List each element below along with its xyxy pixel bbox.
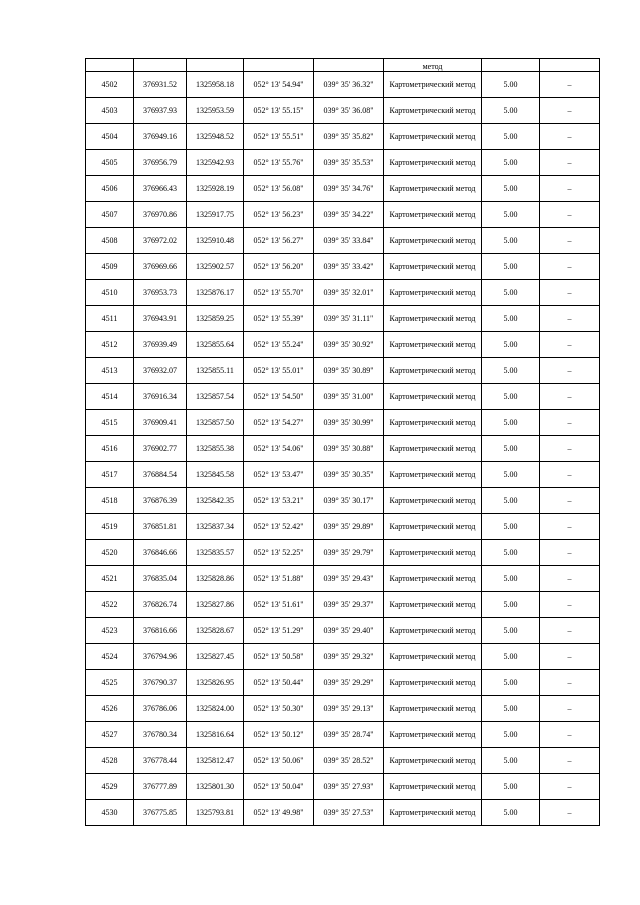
cell-latitude: 052° 13' 50.04" [244,774,314,800]
cell-latitude: 052° 13' 54.27" [244,410,314,436]
cell-longitude: 039° 35' 28.74" [314,722,384,748]
cell-y-coordinate: 1325827.86 [187,592,244,618]
cell-method-tail: метод [384,59,482,72]
table-row [86,332,600,358]
cell-note: – [540,176,600,202]
cell-x-coordinate: 376949.16 [134,124,187,150]
cell-note: – [540,774,600,800]
cell-y-coordinate: 1325876.17 [187,280,244,306]
cell-method: Картометрический метод [384,306,482,332]
cell-y-coordinate: 1325826.95 [187,670,244,696]
cell-x-coordinate: 376780.34 [134,722,187,748]
cell-accuracy: 5.00 [482,644,540,670]
cell-y-coordinate: 1325835.57 [187,540,244,566]
cell-y-coordinate: 1325845.58 [187,462,244,488]
cell-latitude: 052° 13' 50.30" [244,696,314,722]
cell-method: Картометрический метод [384,644,482,670]
cell-empty [187,59,244,72]
cell-method: Картометрический метод [384,150,482,176]
cell-y-coordinate: 1325855.11 [187,358,244,384]
cell-accuracy: 5.00 [482,748,540,774]
cell-x-coordinate: 376851.81 [134,514,187,540]
cell-note: – [540,800,600,826]
cell-accuracy: 5.00 [482,592,540,618]
table-row [86,488,600,514]
cell-method: Картометрический метод [384,488,482,514]
cell-note: – [540,124,600,150]
cell-y-coordinate: 1325948.52 [187,124,244,150]
cell-accuracy: 5.00 [482,618,540,644]
coordinates-table [85,58,600,826]
cell-note: – [540,358,600,384]
cell-point-number: 4527 [86,722,134,748]
table-row [86,436,600,462]
continuation-row [86,59,600,72]
cell-accuracy: 5.00 [482,306,540,332]
table-row [86,618,600,644]
cell-method: Картометрический метод [384,514,482,540]
table-row [86,202,600,228]
table-row [86,358,600,384]
cell-accuracy: 5.00 [482,722,540,748]
cell-point-number: 4507 [86,202,134,228]
cell-note: – [540,98,600,124]
cell-empty [314,59,384,72]
table-row [86,696,600,722]
cell-latitude: 052° 13' 55.15" [244,98,314,124]
cell-method: Картометрический метод [384,410,482,436]
cell-x-coordinate: 376884.54 [134,462,187,488]
cell-method: Картометрический метод [384,618,482,644]
cell-x-coordinate: 376794.96 [134,644,187,670]
cell-longitude: 039° 35' 29.43" [314,566,384,592]
cell-x-coordinate: 376939.49 [134,332,187,358]
cell-longitude: 039° 35' 29.37" [314,592,384,618]
cell-point-number: 4523 [86,618,134,644]
cell-point-number: 4516 [86,436,134,462]
cell-note: – [540,202,600,228]
cell-y-coordinate: 1325842.35 [187,488,244,514]
cell-latitude: 052° 13' 52.25" [244,540,314,566]
cell-accuracy: 5.00 [482,254,540,280]
cell-accuracy: 5.00 [482,800,540,826]
cell-method: Картометрический метод [384,774,482,800]
table-row [86,410,600,436]
cell-accuracy: 5.00 [482,358,540,384]
cell-note: – [540,488,600,514]
cell-point-number: 4528 [86,748,134,774]
cell-latitude: 052° 13' 49.98" [244,800,314,826]
cell-empty [86,59,134,72]
cell-y-coordinate: 1325953.59 [187,98,244,124]
cell-longitude: 039° 35' 27.93" [314,774,384,800]
cell-accuracy: 5.00 [482,124,540,150]
cell-y-coordinate: 1325824.00 [187,696,244,722]
table-row [86,228,600,254]
cell-accuracy: 5.00 [482,566,540,592]
cell-longitude: 039° 35' 29.13" [314,696,384,722]
cell-accuracy: 5.00 [482,280,540,306]
cell-method: Картометрический метод [384,748,482,774]
cell-x-coordinate: 376970.86 [134,202,187,228]
cell-x-coordinate: 376846.66 [134,540,187,566]
cell-point-number: 4502 [86,72,134,98]
cell-note: – [540,306,600,332]
cell-y-coordinate: 1325855.38 [187,436,244,462]
cell-method: Картометрический метод [384,332,482,358]
table-row [86,72,600,98]
cell-empty [482,59,540,72]
cell-y-coordinate: 1325828.86 [187,566,244,592]
cell-longitude: 039° 35' 29.79" [314,540,384,566]
cell-longitude: 039° 35' 35.53" [314,150,384,176]
cell-point-number: 4511 [86,306,134,332]
table-row [86,462,600,488]
cell-y-coordinate: 1325910.48 [187,228,244,254]
cell-accuracy: 5.00 [482,332,540,358]
cell-longitude: 039° 35' 34.76" [314,176,384,202]
cell-longitude: 039° 35' 31.00" [314,384,384,410]
table-row [86,306,600,332]
cell-x-coordinate: 376775.85 [134,800,187,826]
cell-y-coordinate: 1325812.47 [187,748,244,774]
cell-accuracy: 5.00 [482,670,540,696]
cell-longitude: 039° 35' 36.32" [314,72,384,98]
cell-note: – [540,722,600,748]
cell-accuracy: 5.00 [482,150,540,176]
cell-longitude: 039° 35' 29.40" [314,618,384,644]
cell-note: – [540,592,600,618]
cell-longitude: 039° 35' 28.52" [314,748,384,774]
cell-point-number: 4515 [86,410,134,436]
cell-latitude: 052° 13' 56.20" [244,254,314,280]
table-row [86,566,600,592]
cell-point-number: 4506 [86,176,134,202]
cell-method: Картометрический метод [384,384,482,410]
table-row [86,98,600,124]
cell-point-number: 4525 [86,670,134,696]
cell-y-coordinate: 1325827.45 [187,644,244,670]
cell-note: – [540,228,600,254]
cell-latitude: 052° 13' 55.70" [244,280,314,306]
cell-x-coordinate: 376777.89 [134,774,187,800]
cell-point-number: 4520 [86,540,134,566]
cell-method: Картометрический метод [384,358,482,384]
cell-x-coordinate: 376786.06 [134,696,187,722]
table-row [86,774,600,800]
cell-latitude: 052° 13' 55.51" [244,124,314,150]
cell-note: – [540,254,600,280]
cell-method: Картометрический метод [384,462,482,488]
cell-accuracy: 5.00 [482,98,540,124]
cell-y-coordinate: 1325828.67 [187,618,244,644]
cell-point-number: 4526 [86,696,134,722]
cell-latitude: 052° 13' 55.39" [244,306,314,332]
cell-method: Картометрический метод [384,228,482,254]
cell-point-number: 4519 [86,514,134,540]
cell-note: – [540,72,600,98]
cell-longitude: 039° 35' 33.84" [314,228,384,254]
cell-latitude: 052° 13' 51.88" [244,566,314,592]
cell-point-number: 4514 [86,384,134,410]
cell-note: – [540,696,600,722]
cell-x-coordinate: 376943.91 [134,306,187,332]
table-row [86,592,600,618]
cell-x-coordinate: 376778.44 [134,748,187,774]
cell-latitude: 052° 13' 55.24" [244,332,314,358]
cell-point-number: 4509 [86,254,134,280]
cell-longitude: 039° 35' 33.42" [314,254,384,280]
cell-x-coordinate: 376876.39 [134,488,187,514]
cell-latitude: 052° 13' 54.50" [244,384,314,410]
cell-method: Картометрический метод [384,254,482,280]
cell-x-coordinate: 376972.02 [134,228,187,254]
cell-latitude: 052° 13' 53.21" [244,488,314,514]
cell-x-coordinate: 376916.34 [134,384,187,410]
cell-x-coordinate: 376966.43 [134,176,187,202]
table-row [86,540,600,566]
cell-note: – [540,644,600,670]
cell-longitude: 039° 35' 30.89" [314,358,384,384]
cell-accuracy: 5.00 [482,436,540,462]
cell-latitude: 052° 13' 53.47" [244,462,314,488]
cell-method: Картометрический метод [384,72,482,98]
cell-longitude: 039° 35' 35.82" [314,124,384,150]
cell-x-coordinate: 376931.52 [134,72,187,98]
cell-point-number: 4517 [86,462,134,488]
cell-y-coordinate: 1325859.25 [187,306,244,332]
cell-x-coordinate: 376909.41 [134,410,187,436]
cell-accuracy: 5.00 [482,72,540,98]
table-row [86,176,600,202]
cell-point-number: 4513 [86,358,134,384]
cell-x-coordinate: 376956.79 [134,150,187,176]
cell-x-coordinate: 376953.73 [134,280,187,306]
cell-latitude: 052° 13' 56.23" [244,202,314,228]
cell-y-coordinate: 1325816.64 [187,722,244,748]
cell-empty [540,59,600,72]
cell-x-coordinate: 376816.66 [134,618,187,644]
cell-note: – [540,514,600,540]
cell-longitude: 039° 35' 32.01" [314,280,384,306]
cell-note: – [540,410,600,436]
cell-longitude: 039° 35' 29.29" [314,670,384,696]
table-row [86,384,600,410]
cell-longitude: 039° 35' 34.22" [314,202,384,228]
table-row [86,722,600,748]
cell-y-coordinate: 1325801.30 [187,774,244,800]
cell-y-coordinate: 1325855.64 [187,332,244,358]
cell-accuracy: 5.00 [482,410,540,436]
table-row [86,644,600,670]
cell-point-number: 4529 [86,774,134,800]
cell-point-number: 4508 [86,228,134,254]
cell-point-number: 4503 [86,98,134,124]
cell-empty [244,59,314,72]
cell-method: Картометрический метод [384,124,482,150]
cell-point-number: 4505 [86,150,134,176]
cell-method: Картометрический метод [384,722,482,748]
cell-method: Картометрический метод [384,566,482,592]
cell-note: – [540,384,600,410]
cell-note: – [540,462,600,488]
cell-method: Картометрический метод [384,670,482,696]
cell-x-coordinate: 376826.74 [134,592,187,618]
table-row [86,124,600,150]
table-row [86,254,600,280]
cell-accuracy: 5.00 [482,488,540,514]
cell-y-coordinate: 1325857.54 [187,384,244,410]
cell-longitude: 039° 35' 31.11" [314,306,384,332]
cell-accuracy: 5.00 [482,774,540,800]
cell-point-number: 4510 [86,280,134,306]
cell-latitude: 052° 13' 54.06" [244,436,314,462]
table-row [86,670,600,696]
cell-y-coordinate: 1325942.93 [187,150,244,176]
cell-note: – [540,436,600,462]
cell-point-number: 4530 [86,800,134,826]
cell-y-coordinate: 1325857.50 [187,410,244,436]
cell-method: Картометрический метод [384,280,482,306]
cell-latitude: 052° 13' 50.06" [244,748,314,774]
cell-accuracy: 5.00 [482,514,540,540]
cell-longitude: 039° 35' 30.92" [314,332,384,358]
cell-latitude: 052° 13' 51.29" [244,618,314,644]
cell-accuracy: 5.00 [482,384,540,410]
cell-x-coordinate: 376790.37 [134,670,187,696]
cell-note: – [540,748,600,774]
table-row [86,748,600,774]
cell-accuracy: 5.00 [482,176,540,202]
cell-y-coordinate: 1325917.75 [187,202,244,228]
cell-point-number: 4524 [86,644,134,670]
table-row [86,514,600,540]
cell-note: – [540,540,600,566]
cell-method: Картометрический метод [384,98,482,124]
cell-latitude: 052° 13' 50.58" [244,644,314,670]
cell-note: – [540,618,600,644]
cell-latitude: 052° 13' 56.08" [244,176,314,202]
cell-method: Картометрический метод [384,436,482,462]
cell-latitude: 052° 13' 55.01" [244,358,314,384]
cell-empty [134,59,187,72]
cell-method: Картометрический метод [384,800,482,826]
cell-note: – [540,566,600,592]
cell-longitude: 039° 35' 30.35" [314,462,384,488]
cell-method: Картометрический метод [384,202,482,228]
cell-longitude: 039° 35' 30.17" [314,488,384,514]
cell-method: Картометрический метод [384,696,482,722]
cell-method: Картометрический метод [384,592,482,618]
cell-latitude: 052° 13' 52.42" [244,514,314,540]
cell-accuracy: 5.00 [482,462,540,488]
cell-x-coordinate: 376902.77 [134,436,187,462]
cell-x-coordinate: 376969.66 [134,254,187,280]
cell-accuracy: 5.00 [482,202,540,228]
cell-y-coordinate: 1325793.81 [187,800,244,826]
cell-point-number: 4522 [86,592,134,618]
cell-x-coordinate: 376932.07 [134,358,187,384]
cell-latitude: 052° 13' 56.27" [244,228,314,254]
cell-method: Картометрический метод [384,176,482,202]
cell-y-coordinate: 1325837.34 [187,514,244,540]
cell-latitude: 052° 13' 50.44" [244,670,314,696]
cell-y-coordinate: 1325958.18 [187,72,244,98]
cell-longitude: 039° 35' 27.53" [314,800,384,826]
table-row [86,150,600,176]
cell-longitude: 039° 35' 30.88" [314,436,384,462]
cell-note: – [540,280,600,306]
cell-point-number: 4521 [86,566,134,592]
cell-latitude: 052° 13' 50.12" [244,722,314,748]
cell-latitude: 052° 13' 54.94" [244,72,314,98]
table-body [86,59,600,826]
cell-latitude: 052° 13' 51.61" [244,592,314,618]
table-row [86,800,600,826]
cell-latitude: 052° 13' 55.76" [244,150,314,176]
cell-accuracy: 5.00 [482,540,540,566]
cell-longitude: 039° 35' 36.08" [314,98,384,124]
table-row [86,280,600,306]
cell-point-number: 4512 [86,332,134,358]
cell-method: Картометрический метод [384,540,482,566]
cell-x-coordinate: 376937.93 [134,98,187,124]
cell-longitude: 039° 35' 30.99" [314,410,384,436]
cell-longitude: 039° 35' 29.32" [314,644,384,670]
cell-note: – [540,332,600,358]
cell-y-coordinate: 1325902.57 [187,254,244,280]
cell-note: – [540,150,600,176]
cell-accuracy: 5.00 [482,696,540,722]
cell-y-coordinate: 1325928.19 [187,176,244,202]
cell-note: – [540,670,600,696]
cell-longitude: 039° 35' 29.89" [314,514,384,540]
cell-accuracy: 5.00 [482,228,540,254]
cell-point-number: 4504 [86,124,134,150]
cell-x-coordinate: 376835.04 [134,566,187,592]
cell-point-number: 4518 [86,488,134,514]
